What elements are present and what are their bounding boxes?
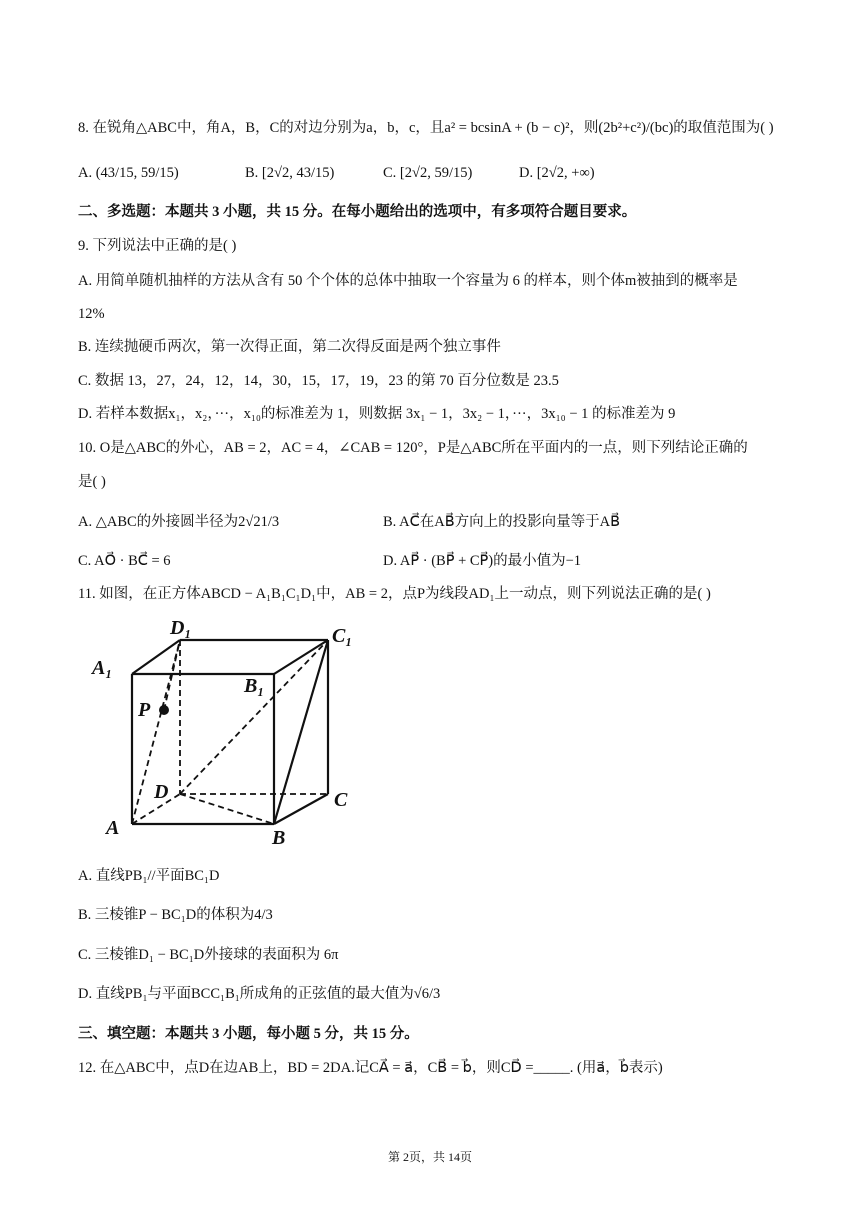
- q8-option-a: A. (43/15, 59/15): [78, 165, 179, 181]
- cube-figure: [84, 612, 380, 850]
- section-3-heading: 三、填空题：本题共 3 小题，每小题 5 分，共 15 分。: [78, 1026, 419, 1042]
- q10-stem-line1: 10. O是△ABC的外心，AB = 2，AC = 4，∠CAB = 120°，P是△ABC所在平面内的一点，则下列结论正确的: [78, 440, 748, 456]
- q10-option-d: D. AP⃗ · (BP⃗ + CP⃗)的最小值为−1: [383, 553, 582, 569]
- q10-option-b: B. AC⃗在AB⃗方向上的投影向量等于AB⃗: [383, 514, 621, 530]
- label-b: B: [272, 827, 286, 849]
- label-c: C: [334, 789, 348, 811]
- q8-stem: 8. 在锐角△ABC中，角A，B，C的对边分别为a，b，c，且a² = bcsinA + (b − c)²，则(2b²+c²)/(bc)的取值范围为( ): [78, 120, 774, 136]
- q11-stem: 11. 如图，在正方体ABCD − A₁B₁C₁D₁中，AB = 2，点P为线段AD₁上一动点，则下列说法正确的是( ): [78, 586, 711, 602]
- q8-option-d: D. [2√2, +∞): [519, 165, 595, 181]
- label-d1: D₁: [170, 617, 192, 639]
- q12-stem: 12. 在△ABC中，点D在边AB上，BD = 2DA.记CA⃗ = a⃗，CB⃗ = b⃗，则CD⃗ =_____. (用a⃗，b⃗表示): [78, 1060, 663, 1076]
- q11-option-c: C. 三棱锥D₁ − BC₁D外接球的表面积为 6π: [78, 947, 339, 963]
- q8-option-b: B. [2√2, 43/15): [245, 165, 335, 181]
- q9-option-a-line2: 12%: [78, 306, 105, 322]
- q9-option-a-line1: A. 用简单随机抽样的方法从含有 50 个个体的总体中抽取一个容量为 6 的样本，则个体m被抽到的概率是: [78, 273, 738, 289]
- q10-option-a: A. △ABC的外接圆半径为2√21/3: [78, 514, 280, 530]
- label-p: P: [138, 699, 151, 721]
- label-c1: C₁: [332, 625, 353, 647]
- q11-option-d: D. 直线PB₁与平面BCC₁B₁所成角的正弦值的最大值为√6/3: [78, 986, 441, 1002]
- q10-option-c: C. AO⃗ · BC⃗ = 6: [78, 553, 171, 569]
- q9-stem: 9. 下列说法中正确的是( ): [78, 238, 237, 254]
- section-2-heading: 二、多选题：本题共 3 小题，共 15 分。在每小题给出的选项中，有多项符合题目要求。: [78, 204, 637, 220]
- q10-stem-line2: 是( ): [78, 474, 106, 490]
- label-b1: B₁: [244, 675, 265, 697]
- label-d: D: [154, 781, 169, 803]
- page-footer: 第 2页，共 14页: [387, 1150, 472, 1164]
- point-p-marker: [159, 705, 169, 715]
- q9-option-d: D. 若样本数据x₁，x₂，···，x₁₀的标准差为 1，则数据 3x₁ − 1，3x₂ − 1，···，3x₁₀ − 1 的标准差为 9: [78, 406, 676, 422]
- q11-option-a: A. 直线PB₁//平面BC₁D: [78, 868, 220, 884]
- q11-option-b: B. 三棱锥P − BC₁D的体积为4/3: [78, 907, 273, 923]
- q8-option-c: C. [2√2, 59/15): [383, 165, 473, 181]
- q9-option-b: B. 连续抛硬币两次，第一次得正面，第二次得反面是两个独立事件: [78, 339, 501, 355]
- label-a1: A₁: [92, 657, 113, 679]
- q9-option-c: C. 数据 13，27，24，12，14，30，15，17，19，23 的第 70 百分位数是 23.5: [78, 373, 559, 389]
- label-a: A: [106, 817, 120, 839]
